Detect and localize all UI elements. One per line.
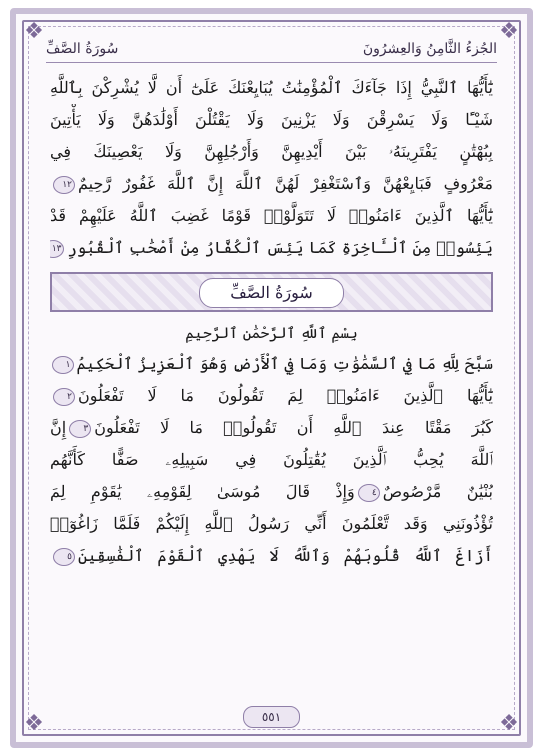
ayah-number-icon: ٣	[69, 420, 91, 438]
ayah-number-icon: ١	[52, 356, 74, 374]
ayah-number-icon: ٤	[358, 484, 380, 502]
verse-line	[50, 508, 493, 540]
verse-text-continuation: وَإِذْ قَالَ مُوسَىٰ لِقَوْمِهِۦ يَٰقَوْمِ لِمَ	[50, 482, 355, 501]
verse-line	[50, 412, 493, 444]
verse-text: ٱللَّهَ يُحِبُّ ٱلَّذِينَ يُقَٰتِلُونَ فِي سَبِيلِهِۦ صَفًّا كَأَنَّهُم	[50, 450, 493, 469]
verse-text: يَٰٓأَيُّهَا ٱلنَّبِيُّ إِذَا جَآءَكَ ٱلْمُؤْمِنَٰتُ يُبَايِعْنَكَ عَلَىٰٓ أَن لَّا يُشْرِكْنَ بِٱللَّهِ	[50, 78, 493, 97]
verse-line	[50, 348, 493, 380]
surah-title: سُورَةُ الصَّفِّ	[199, 278, 344, 308]
verse-text: مَعْرُوفٍ فَبَايِعْهُنَّ وَٱسْتَغْفِرْ لَهُنَّ ٱللَّهَ إِنَّ ٱللَّهَ غَفُورٌ رَّحِيمٌ	[78, 174, 493, 193]
verse-text-continuation: إِنَّ	[50, 418, 67, 437]
verse-text: يَٰٓأَيُّهَا ٱلَّذِينَ ءَامَنُوا۟ لِمَ تَقُولُونَ مَا لَا تَفْعَلُونَ	[78, 386, 493, 405]
verse-text: يَئِسُوا۟ مِنَ ٱلْـَٔاخِرَةِ كَمَا يَئِسَ ٱلْكُفَّارُ مِنْ أَصْحَٰبِ ٱلْقُبُورِ	[67, 238, 493, 257]
verse-line	[50, 476, 493, 508]
ayah-number-icon: ٢	[53, 388, 75, 406]
page-footer	[16, 706, 527, 728]
verse-text: كَبُرَ مَقْتًا عِندَ ٱللَّهِ أَن تَقُولُوا۟ مَا لَا تَفْعَلُونَ	[94, 418, 493, 437]
verse-text: تُؤْذُونَنِي وَقَد تَّعْلَمُونَ أَنِّي رَسُولُ ٱللَّهِ إِلَيْكُمْ فَلَمَّا زَاغُوٓا۟	[50, 514, 493, 533]
verse-text: يَٰٓأَيُّهَا ٱلَّذِينَ ءَامَنُوا۟ لَا تَتَوَلَّوْا۟ قَوْمًا غَضِبَ ٱللَّهُ عَلَيْهِمْ قَدْ	[50, 206, 493, 225]
verse-text: شَيْـًٔا وَلَا يَسْرِقْنَ وَلَا يَزْنِينَ وَلَا يَقْتُلْنَ أَوْلَٰدَهُنَّ وَلَا يَأْتِينَ	[50, 110, 493, 129]
ayah-number-icon: ١٢	[53, 176, 75, 194]
verse-text: بِبُهْتَٰنٍ يَفْتَرِينَهُۥ بَيْنَ أَيْدِيهِنَّ وَأَرْجُلِهِنَّ وَلَا يَعْصِينَكَ فِي	[50, 142, 493, 161]
ayah-number-icon: ٥	[53, 548, 75, 566]
verse-line	[50, 232, 493, 264]
basmala: بِسْمِ ٱللَّهِ ٱلرَّحْمَٰنِ ٱلرَّحِيمِ	[185, 324, 358, 342]
corner-ornament-icon: ❖	[24, 711, 44, 736]
juz-label: الجُزءُ الثَّامِنُ وَالعِشرُونَ	[362, 41, 497, 57]
corner-ornament-icon: ❖	[24, 19, 44, 44]
corner-ornament-icon: ❖	[499, 19, 519, 44]
verse-line	[50, 72, 493, 104]
verse-line	[50, 380, 493, 412]
verse-line	[50, 104, 493, 136]
verse-line	[50, 168, 493, 200]
verse-line	[50, 444, 493, 476]
surah-banner	[50, 272, 493, 312]
page-header	[46, 36, 497, 63]
verse-text: سَبَّحَ لِلَّهِ مَا فِي ٱلسَّمَٰوَٰتِ وَمَا فِي ٱلْأَرْضِ وَهُوَ ٱلْعَزِيزُ ٱلْحَكِيمُ	[76, 354, 493, 373]
verse-line	[50, 136, 493, 168]
verse-line	[50, 540, 493, 572]
verse-text: بُنْيَٰنٌ مَّرْصُوصٌ	[382, 482, 493, 501]
surah-label: سُورَةُ الصَّفِّ	[46, 41, 119, 57]
verse-line	[50, 200, 493, 232]
page-frame	[10, 8, 533, 748]
ayah-number-icon: ١٣	[50, 240, 64, 258]
page-number: ٥٥١	[243, 706, 300, 728]
page-content	[50, 72, 493, 696]
verse-text: أَزَاغَ ٱللَّهُ قُلُوبَهُمْ وَٱللَّهُ لَا يَهْدِي ٱلْقَوْمَ ٱلْفَٰسِقِينَ	[78, 546, 493, 565]
verses-bottom	[50, 348, 493, 572]
corner-ornament-icon: ❖	[499, 711, 519, 736]
verses-top	[50, 72, 493, 264]
